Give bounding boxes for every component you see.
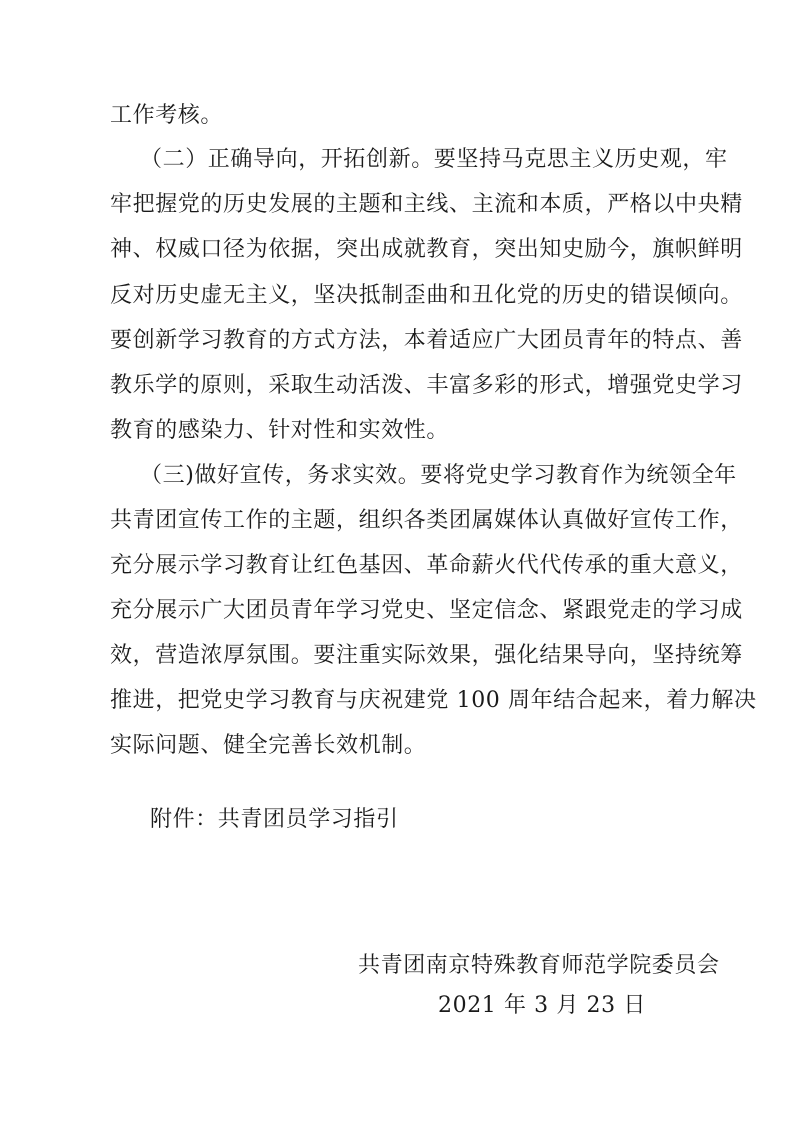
text-line-11: 充分展示学习教育让红色基因、革命薪火代代传承的重大意义， [110, 553, 743, 578]
signature-organization: 共青团南京特殊教育师范学院委员会 [358, 953, 720, 978]
text-line-12: 充分展示广大团员青年学习党史、坚定信念、紧跟党走的学习成 [110, 598, 743, 623]
text-line-14: 推进，把党史学习教育与庆祝建党 100 周年结合起来，着力解决 [110, 688, 757, 713]
text-line-13: 效，营造浓厚氛围。要注重实际效果，强化结果导向，坚持统筹 [110, 643, 743, 668]
signature-date: 2021 年 3 月 23 日 [438, 993, 646, 1018]
text-line-3: 牢把握党的历史发展的主题和主线、主流和本质，严格以中央精 [110, 192, 743, 217]
text-line-8: 教育的感染力、针对性和实效性。 [110, 418, 450, 443]
text-line-4: 神、权威口径为依据，突出成就教育，突出知史励今，旗帜鲜明 [110, 237, 743, 262]
text-line-6: 要创新学习教育的方式方法，本着适应广大团员青年的特点、善 [110, 328, 743, 353]
text-line-10: 共青团宣传工作的主题，组织各类团属媒体认真做好宣传工作， [110, 508, 743, 533]
text-line-15: 实际问题、健全完善长效机制。 [110, 733, 427, 758]
text-line-9: （三)做好宣传，务求实效。要将党史学习教育作为统领全年 [140, 463, 737, 488]
text-line-5: 反对历史虚无主义，坚决抵制歪曲和丑化党的历史的错误倾向。 [110, 283, 743, 308]
text-line-2: （二）正确导向，开拓创新。要坚持马克思主义历史观，牢 [140, 147, 728, 172]
attachment-note: 附件：共青团员学习指引 [150, 807, 399, 832]
text-line-1: 工作考核。 [110, 103, 224, 128]
text-line-7: 教乐学的原则，采取生动活泼、丰富多彩的形式，增强党史学习 [110, 373, 743, 398]
